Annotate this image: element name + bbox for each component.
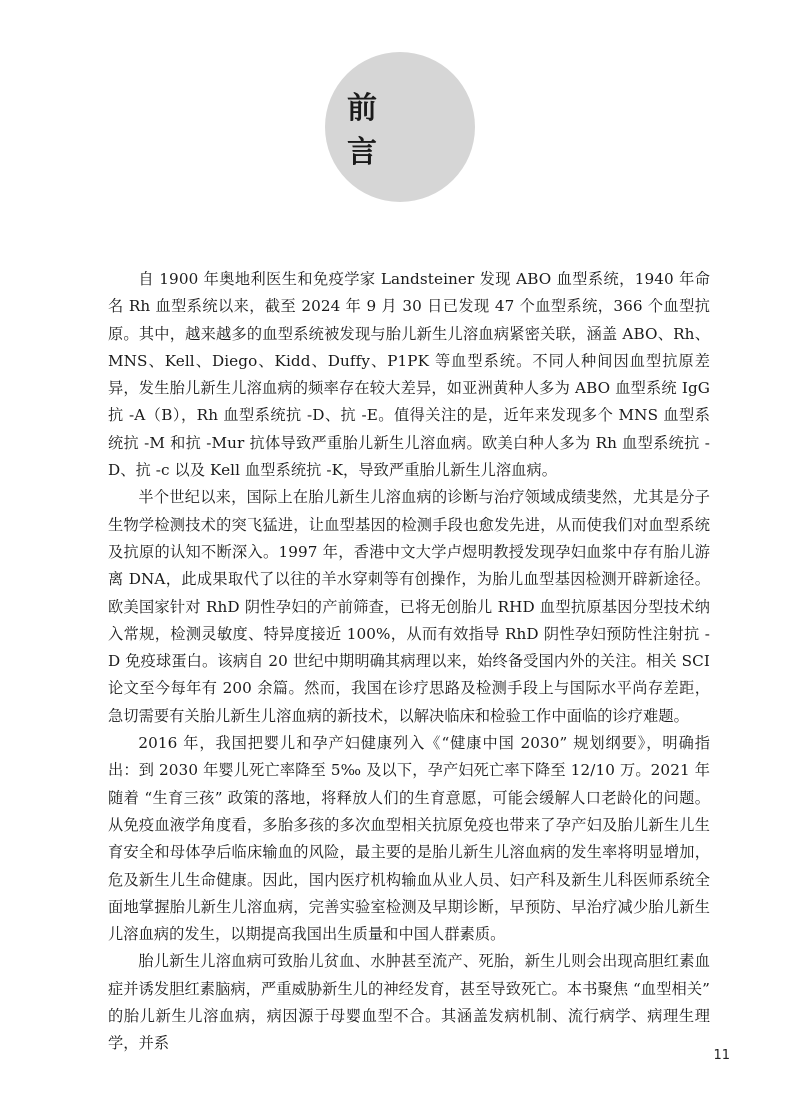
paragraph-2: 半个世纪以来，国际上在胎儿新生儿溶血病的诊断与治疗领域成绩斐然，尤其是分子生物学检测技术的突飞猛进，让血型基因的检测手段也愈发先进，从而使我们对血型系统及抗原的认知不断深入。1997 年，香港中文大学卢煜明教授发现孕妇血浆中存有胎儿游离 DNA，此成果取代了以往的羊水穿刺等有创操作，为胎儿血型基因检测开辟新途径。欧美国家针对 RhD 阴性孕妇的产前筛查，已将无创胎儿 RHD 血型抗原基因分型技术纳入常规，检测灵敏度、特异度接近 100%，从而有效指导 RhD 阴性孕妇预防性注射抗 -D 免疫球蛋白。该病自 20 世纪中期明确其病理以来，始终备受国内外的关注。相关 SCI 论文至今每年有 200 余篇。然而，我国在诊疗思路及检测手段上与国际水平尚存差距，急切需要有关胎儿新生儿溶血病的新技术，以解决临床和检验工作中面临的诊疗难题。 — [108, 488, 710, 725]
paragraph-4: 胎儿新生儿溶血病可致胎儿贫血、水肿甚至流产、死胎，新生儿则会出现高胆红素血症并诱发胆红素脑病，严重威胁新生儿的神经发育，甚至导致死亡。本书聚焦 “血型相关” 的胎儿新生儿溶血病，病因源于母婴血型不合。其涵盖发病机制、流行病学、病理生理学，并系 — [108, 952, 710, 1053]
page-title: 前 言 — [347, 91, 399, 170]
paragraph-1: 自 1900 年奥地利医生和免疫学家 Landsteiner 发现 ABO 血型系统，1940 年命名 Rh 血型系统以来，截至 2024 年 9 月 30 日已发现 47 个血型系统，366 个血型抗原。其中，越来越多的血型系统被发现与胎儿新生儿溶血病紧密关联，涵盖 ABO、Rh、MNS、Kell、Diego、Kidd、Duffy、P1PK 等血型系统。不同人种间因血型抗原差异，发生胎儿新生儿溶血病的频率存在较大差异，如亚洲黄种人多为 ABO 血型系统 IgG 抗 -A（B），Rh 血型系统抗 -D、抗 -E。值得关注的是，近年来发现多个 MNS 血型系统抗 -M 和抗 -Mur 抗体导致严重胎儿新生儿溶血病。欧美白种人多为 Rh 血型系统抗 -D、抗 -c 以及 Kell 血型系统抗 -K，导致严重胎儿新生儿溶血病。 — [108, 270, 710, 480]
chapter-header — [0, 0, 800, 260]
body-text — [108, 266, 710, 1058]
page-number: 11 — [713, 1048, 730, 1063]
paragraph-3: 2016 年，我国把婴儿和孕产妇健康列入《“健康中国 2030” 规划纲要》，明确指出：到 2030 年婴儿死亡率降至 5‰ 及以下，孕产妇死亡率下降至 12/10 万。2021 年随着 “生育三孩” 政策的落地，将释放人们的生育意愿，可能会缓解人口老龄化的问题。从免疫血液学角度看，多胎多孩的多次血型相关抗原免疫也带来了孕产妇及胎儿新生儿生育安全和母体孕后临床输血的风险，最主要的是胎儿新生儿溶血病的发生率将明显增加，危及新生儿生命健康。因此，国内医疗机构输血从业人员、妇产科及新生儿科医师系统全面地掌握胎儿新生儿溶血病，完善实验室检测及早期诊断，早预防、早治疗减少胎儿新生儿溶血病的发生，以期提高我国出生质量和中国人群素质。 — [108, 734, 710, 944]
